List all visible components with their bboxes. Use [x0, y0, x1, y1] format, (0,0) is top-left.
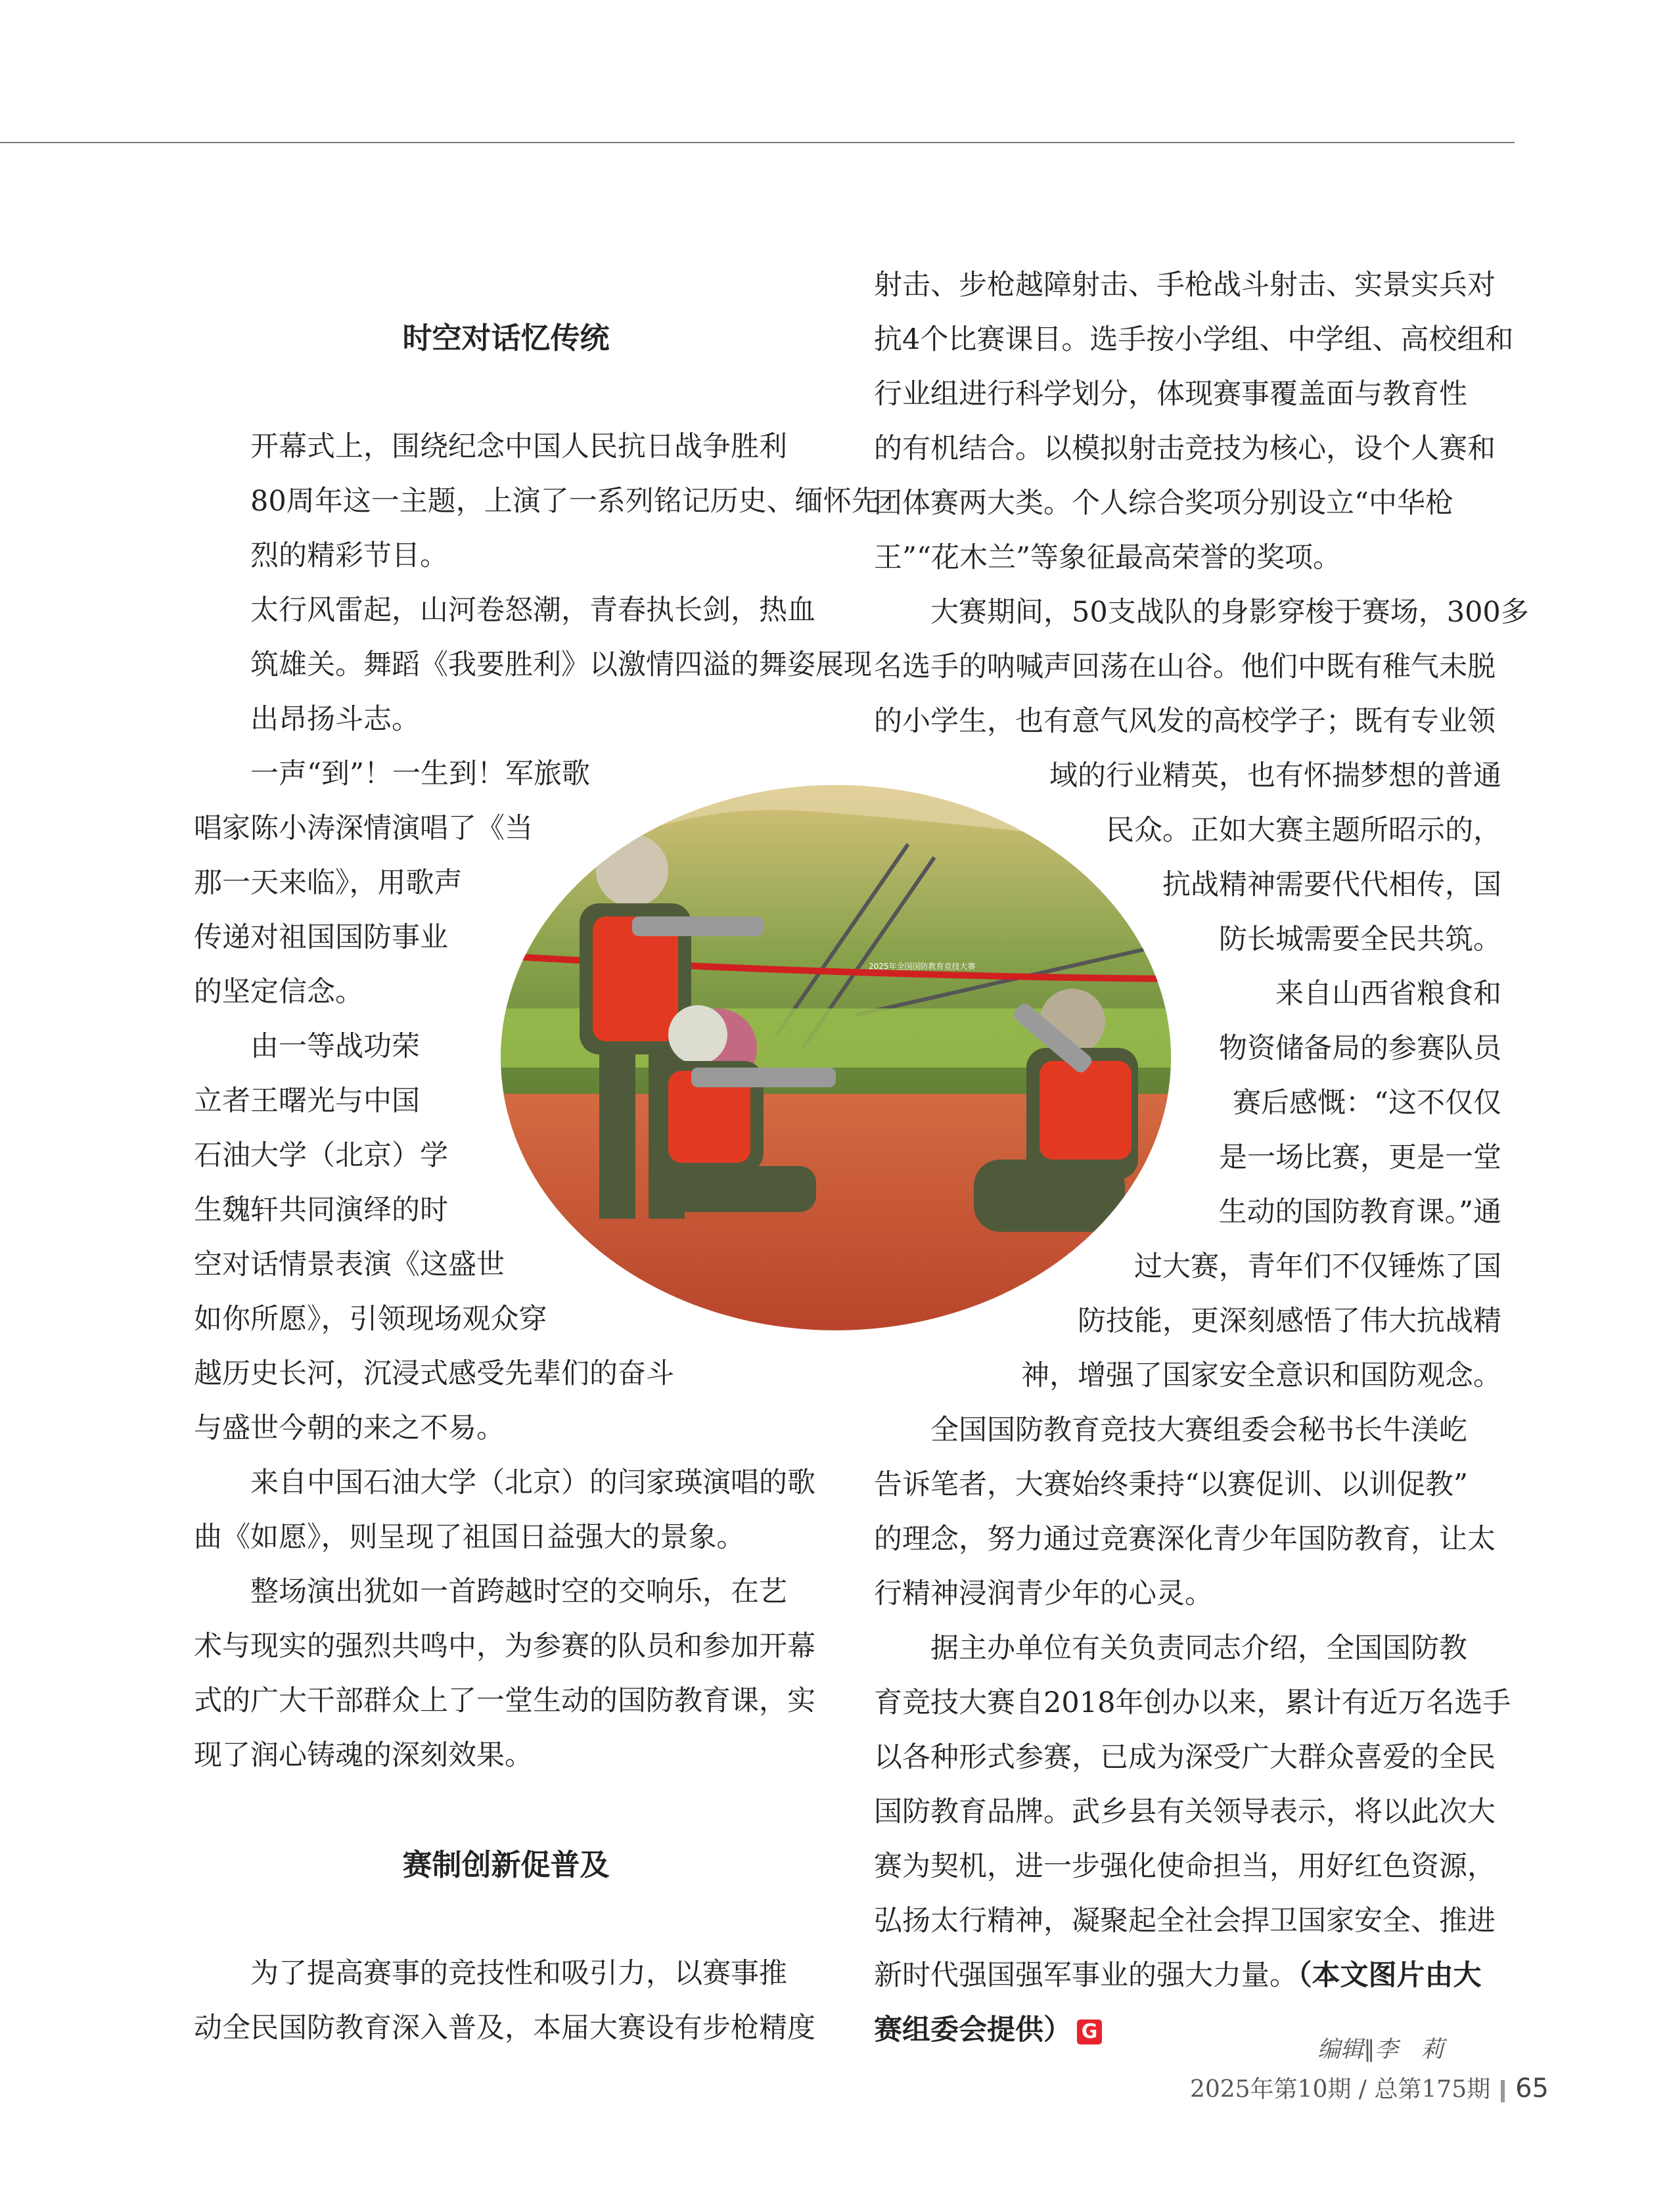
paragraph [874, 258, 1514, 585]
text-line: 与盛世今朝的来之不易。 [194, 1412, 505, 1445]
text-line: 射击、步枪越障射击、手枪战斗射击、实景实兵对 [874, 269, 1496, 302]
text-line: 以各种形式参赛，已成为深受广大群众喜爱的全民 [874, 1741, 1496, 1774]
text-line: 曲《如愿》，则呈现了祖国日益强大的景象。 [194, 1521, 745, 1554]
text-line: 为了提高赛事的竞技性和吸引力，以赛事推 [250, 1957, 787, 1990]
text-line: 行业组进行科学划分，体现赛事覆盖面与教育性 [874, 378, 1467, 411]
text-line: 民众。正如大赛主题所昭示的， [1106, 814, 1501, 847]
text-line: 立者王曙光与中国 [194, 1085, 420, 1117]
text-line: 术与现实的强烈共鸣中，为参赛的队员和参加开幕 [194, 1630, 815, 1663]
paragraph [194, 1565, 818, 1783]
paragraph [194, 583, 872, 747]
text-line: 防技能，更深刻感悟了伟大抗战精 [1078, 1305, 1501, 1338]
text-line: 赛后感慨：“这不仅仅 [1233, 1087, 1501, 1119]
editor-credit: 编辑∥李 莉 [1317, 2037, 1444, 2063]
text-line: 物资储备局的参赛队员 [1219, 1032, 1501, 1065]
text-line: 的坚定信念。 [194, 976, 363, 1008]
text-line: 过大赛，青年们不仅锤炼了国 [1134, 1250, 1501, 1283]
text-line: 那一天来临》，用歌声 [194, 867, 463, 899]
text-line: 石油大学（北京）学 [194, 1139, 448, 1172]
text-line: 越历史长河，沉浸式感受先辈们的奋斗 [194, 1357, 674, 1390]
text-line: 如你所愿》，引领现场观众穿 [194, 1303, 547, 1336]
photo-illustration [501, 785, 1171, 1330]
text-line: 行精神浸润青少年的心灵。 [874, 1577, 1213, 1610]
text-line: 名选手的呐喊声回荡在山谷。他们中既有稚气未脱 [874, 650, 1496, 683]
text-line: 育竞技大赛自2018年创办以来，累计有近万名选手 [874, 1686, 1511, 1719]
text-line: 域的行业精英，也有怀揣梦想的普通 [1049, 759, 1501, 792]
text-line: 神，增强了国家安全意识和国防观念。 [1021, 1359, 1501, 1392]
text-line [874, 1949, 1501, 2003]
page-number: 65 [1515, 2073, 1549, 2104]
text-line: 筑雄关。舞蹈《我要胜利》以激情四溢的舞姿展现 [250, 648, 872, 681]
photo-credit: 赛组委会提供） [874, 2014, 1072, 2046]
text-line: 抗4个比赛课目。选手按小学组、中学组、高校组和 [874, 323, 1514, 356]
section-heading-1: 时空对话忆传统 [402, 321, 610, 355]
text-line: 抗战精神需要代代相传，国 [1162, 869, 1501, 901]
text-line: 由一等战功荣 [250, 1030, 420, 1063]
text-line: 的小学生，也有意气风发的高校学子；既有专业领 [874, 705, 1496, 738]
text-line: 国防教育品牌。武乡县有关领导表示，将以此次大 [874, 1795, 1496, 1828]
paragraph [194, 1456, 818, 1565]
text-line: 80周年这一主题，上演了一系列铭记历史、缅怀先 [250, 485, 880, 518]
paragraph [194, 420, 880, 583]
text-line: 赛为契机，进一步强化使命担当，用好红色资源， [874, 1850, 1496, 1883]
text-line: 来自山西省粮食和 [1275, 978, 1501, 1010]
end-mark-logo: G [1077, 2020, 1102, 2044]
text-line: 的有机结合。以模拟射击竞技为核心，设个人赛和 [874, 432, 1496, 465]
text-line: 大赛期间，50支战队的身影穿梭于赛场，300多 [930, 596, 1529, 629]
text-line: 传递对祖国国防事业 [194, 921, 448, 954]
text-line: 动全民国防教育深入普及，本届大赛设有步枪精度 [194, 2012, 815, 2044]
text-line: 弘扬太行精神，凝聚起全社会捍卫国家安全、推进 [874, 1905, 1496, 1937]
text-line: 的理念，努力通过竞赛深化青少年国防教育，让太 [874, 1523, 1496, 1556]
text-line: 太行风雷起，山河卷怒潮，青春执长剑，热血 [250, 594, 815, 627]
text-line: 全国国防教育竞技大赛组委会秘书长牛渼屹 [930, 1414, 1467, 1447]
header-rule [0, 142, 1515, 143]
paragraph [194, 1947, 818, 2056]
text-line: 来自中国石油大学（北京）的闫家瑛演唱的歌 [250, 1466, 815, 1499]
text-line: 开幕式上，围绕纪念中国人民抗日战争胜利 [250, 430, 787, 463]
text-line: 唱家陈小涛深情演唱了《当 [194, 812, 533, 845]
photo-credit: （本文图片由大 [1298, 1959, 1482, 1992]
text-line: 出昂扬斗志。 [250, 703, 420, 736]
text-line: 生动的国防教育课。”通 [1218, 1196, 1501, 1229]
text-line: 据主办单位有关负责同志介绍，全国国防教 [930, 1632, 1467, 1665]
text-line: 一声“到”！一生到！军旅歌 [250, 757, 590, 790]
banner-text: 2025年全国国防教育竞技大赛 [869, 962, 976, 971]
text-line: 空对话情景表演《这盛世 [194, 1248, 505, 1281]
paragraph [874, 1621, 1511, 2058]
section-heading-2: 赛制创新促普及 [402, 1847, 610, 1882]
paragraph [874, 1403, 1501, 1621]
text-line: 告诉笔者，大赛始终秉持“以赛促训、以训促教” [874, 1468, 1468, 1501]
text-line: 烈的精彩节目。 [250, 539, 448, 572]
text-line: 是一场比赛，更是一堂 [1219, 1141, 1501, 1174]
text-line: 现了润心铸魂的深刻效果。 [194, 1739, 533, 1772]
text-line: 式的广大干部群众上了一堂生动的国防教育课，实 [194, 1684, 815, 1717]
text-line: 生魏轩共同演绎的时 [194, 1194, 448, 1227]
text-run: 新时代强国强军事业的强大力量。 [874, 1959, 1298, 1992]
issue-info: 2025年第10期 / 总第175期 [1189, 2076, 1491, 2103]
page-footer [1190, 2071, 1549, 2104]
footer-divider [1501, 2080, 1505, 2102]
text-line: 王”“花木兰”等象征最高荣誉的奖项。 [874, 541, 1341, 574]
text-line: 整场演出犹如一首跨越时空的交响乐，在艺 [250, 1575, 787, 1608]
text-line: 防长城需要全民共筑。 [1219, 923, 1501, 956]
article-photo [501, 785, 1171, 1330]
text-line: 团体赛两大类。个人综合奖项分别设立“中华枪 [874, 487, 1453, 520]
